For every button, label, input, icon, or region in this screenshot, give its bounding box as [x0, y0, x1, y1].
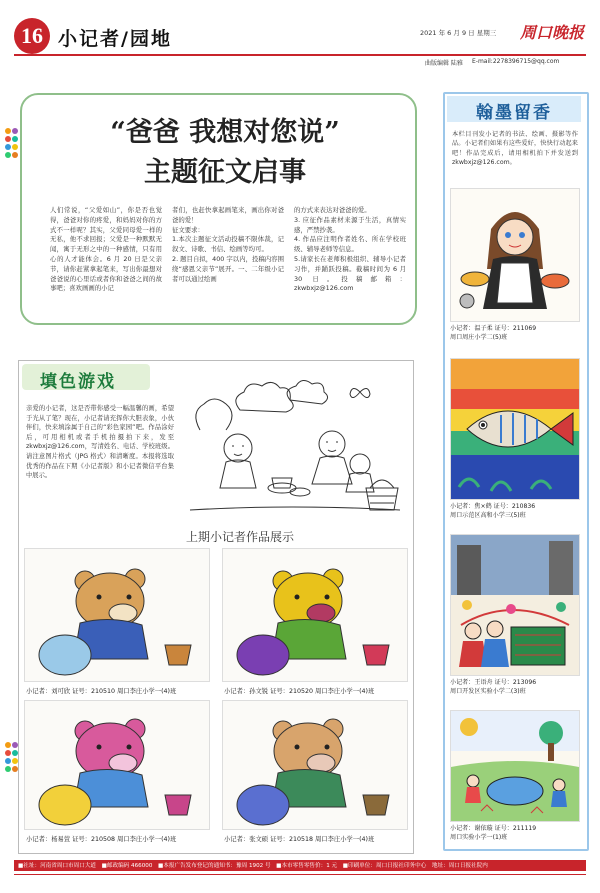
- notice-title-line1: “爸爸 我想对您说”: [110, 117, 340, 148]
- bear-drawing: [223, 549, 407, 681]
- issue-date: 2021 年 6 月 9 日 星期三: [420, 29, 497, 37]
- dot: [5, 750, 11, 756]
- showcase-title: 上期小记者作品展示: [185, 530, 294, 544]
- dot: [12, 136, 18, 142]
- dot: [5, 742, 11, 748]
- footer-rule: [14, 874, 586, 875]
- artwork-caption-school: 周口开发区实验小学二(3)班: [450, 688, 526, 695]
- column-title: 翰墨留香: [476, 103, 552, 123]
- dot: [5, 152, 11, 158]
- child-artwork: [450, 358, 580, 500]
- footer-info: ■社址：河南省周口市周口大道 ■邮政编码 466000 ■本报广告发布登记的通知书：豫周 1902 号 ■本市零售零售价：1 元 ■印刷单位：周口日报社印务中心 地址：周口日报社院内: [18, 863, 488, 869]
- artwork-caption: 小记者：张文硕 证号：210518 周口李庄小学一(4)班: [224, 836, 375, 843]
- artwork-caption-name: 小记者：王语舟 证号：213096: [450, 679, 537, 686]
- artwork-caption: 小记者：孙文锐 证号：210520 周口李庄小学一(4)班: [224, 688, 375, 695]
- child-artwork: [24, 548, 210, 682]
- header-rule: [14, 54, 586, 56]
- celebration-drawing: [451, 535, 579, 675]
- outdoor-scene-drawing: [451, 711, 579, 821]
- dot: [12, 144, 18, 150]
- notice-column-1: 人们常说，“父爱如山”，你是否也觉得，爸爸对你的疼爱，和妈妈对你的方式不一样呢？其实，父爱同母爱一样的无私，他不求回报；父爱是一种默默无闻，寓于无形之中的一种感情，只有用心的人才能体会。6 月 20 日是父亲节，请你赶紧拿起笔来，写出你最想对爸爸说的心里话或者你和爸爸之间的故事吧；喜欢画画的小记: [50, 206, 162, 293]
- artwork-caption-name: 小记者：温子柔 证号：211069: [450, 325, 537, 332]
- editor-credit: 曲版编辑 陆雅: [425, 60, 463, 67]
- editor-email: E-mail:2278396715@qq.com: [472, 58, 560, 65]
- dot: [12, 128, 18, 134]
- section-title: 小记者/园地: [58, 28, 172, 50]
- child-artwork: [450, 710, 580, 822]
- game-intro-text: 亲爱的小记者，这是否带你感受一幅温馨的画，希望于光从了笔？现在，小记者请充挥你大胆表象，小伙伴们，快来填涂属于自己的“彩色家园”吧。作品涂好后，可用相机或者手机拍摄拍下来，发至 zkwbxjz@126.com，写清姓名、电话、学校班级。请注意图片格式（JPG 格式）和清晰度。本报将选取优秀的作品在下期《小记者版》和小记者微信平台集中展示。: [26, 405, 174, 480]
- artwork-caption-name: 小记者：谢依璇 证号：211119: [450, 825, 537, 832]
- dot: [5, 758, 11, 764]
- artwork-caption-name: 小记者：焦×鹤 证号：210836: [450, 503, 536, 510]
- fish-drawing: [451, 359, 579, 499]
- child-artwork: [24, 700, 210, 830]
- dot: [12, 152, 18, 158]
- game-title: 填色游戏: [40, 372, 116, 392]
- notice-column-2: 者们，也赶快拿起画笔来，画出你对爸爸的爱！ 征文要求： 1.本次主题征文活动投稿不限体裁，记叙文、诗歌、书信、绘画等均可。 2. 题目自拟，400 字以内，投稿内容围绕“感恩父亲节”展开。一、二年级小记者可以通过绘画: [172, 206, 284, 283]
- child-artwork: [450, 534, 580, 676]
- notice-column-3: 的方式来表达对爸爸的爱。 3. 应征作品素材来源于生活，真情实感，严禁抄袭。 4. 作品应注明作者姓名、所在学校班级、辅导老师等信息。 5.请家长在老师积极组织、辅导小记者习作，并踊跃投稿。截稿时间为 6 月 30 日。投稿邮箱：zkwbxjz@126.com: [294, 206, 406, 293]
- artwork-caption: 小记者：刘可欣 证号：210510 周口李庄小学一(4)班: [26, 688, 177, 695]
- page-number: 16: [14, 18, 50, 54]
- dot: [5, 766, 11, 772]
- child-artwork: [450, 188, 580, 322]
- girl-drawing: [451, 189, 579, 321]
- notice-title-line2: 主题征文启事: [144, 157, 306, 188]
- dot: [5, 136, 11, 142]
- bear-drawing: [25, 701, 209, 829]
- bear-drawing: [223, 701, 407, 829]
- child-artwork: [222, 548, 408, 682]
- dot: [5, 144, 11, 150]
- dot: [5, 128, 11, 134]
- child-artwork: [222, 700, 408, 830]
- artwork-caption-school: 周口示范区高和小学三(5)班: [450, 512, 526, 519]
- artwork-caption-school: 周口周庄小学二(5)班: [450, 334, 508, 341]
- artwork-caption: 小记者：杨易萱 证号：210508 周口李庄小学一(4)班: [26, 836, 177, 843]
- artwork-caption-school: 周口实验小学一(1)班: [450, 834, 508, 841]
- bear-drawing: [25, 549, 209, 681]
- column-intro-text: 本栏目刊发小记者的书法、绘画、摄影等作品。小记者们如果有这些爱好，快快行动起来吧！作品完成后，请用相机拍下并发送到 zkwbxjz@126.com。: [452, 131, 578, 167]
- newspaper-logo: 周口晚报: [520, 23, 585, 42]
- coloring-line-art: [180, 370, 408, 518]
